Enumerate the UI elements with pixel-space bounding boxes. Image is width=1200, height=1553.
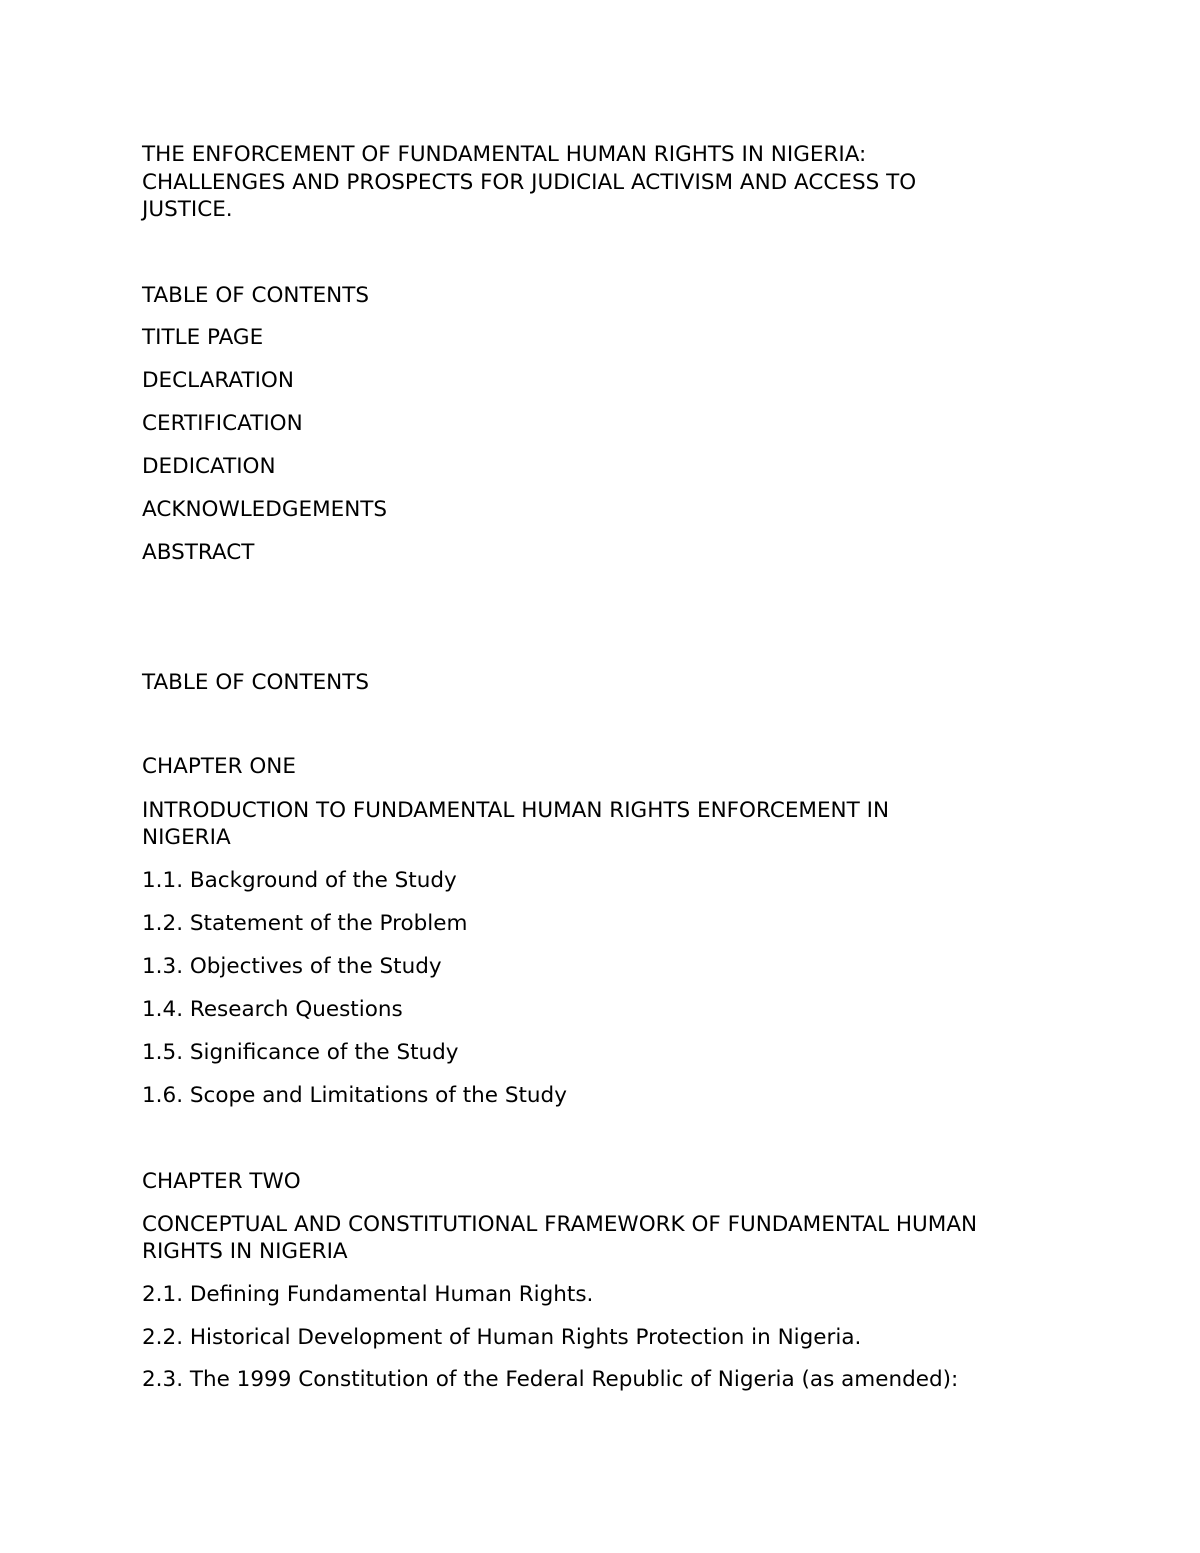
chapter-one-section-6: 1.6. Scope and Limitations of the Study: [142, 1083, 567, 1108]
chapter-two-section-2: 2.2. Historical Development of Human Rights Protection in Nigeria.: [142, 1325, 862, 1350]
chapter-one-section-1: 1.1. Background of the Study: [142, 868, 457, 893]
preliminary-item-abstract: ABSTRACT: [142, 540, 255, 565]
chapter-one-section-4: 1.4. Research Questions: [142, 997, 403, 1022]
chapter-one-section-3: 1.3. Objectives of the Study: [142, 954, 442, 979]
preliminary-item-dedication: DEDICATION: [142, 454, 276, 479]
chapter-two-label: CHAPTER TWO: [142, 1169, 301, 1194]
preliminary-item-acknowledgements: ACKNOWLEDGEMENTS: [142, 497, 388, 522]
chapter-one-title-line-1: INTRODUCTION TO FUNDAMENTAL HUMAN RIGHTS ENFORCEMENT IN: [142, 798, 890, 823]
chapter-one-label: CHAPTER ONE: [142, 754, 296, 779]
chapter-two-title-line-1: CONCEPTUAL AND CONSTITUTIONAL FRAMEWORK OF FUNDAMENTAL HUMAN: [142, 1212, 978, 1237]
chapter-two-section-1: 2.1. Defining Fundamental Human Rights.: [142, 1282, 594, 1307]
document-title-line-3: JUSTICE.: [142, 197, 233, 222]
preliminary-item-declaration: DECLARATION: [142, 368, 294, 393]
document-title-line-2: CHALLENGES AND PROSPECTS FOR JUDICIAL ACTIVISM AND ACCESS TO: [142, 170, 917, 195]
contents-heading: TABLE OF CONTENTS: [142, 670, 370, 695]
chapter-two-title-line-2: RIGHTS IN NIGERIA: [142, 1239, 348, 1264]
preliminary-item-certification: CERTIFICATION: [142, 411, 303, 436]
preliminary-item-title-page: TITLE PAGE: [142, 325, 264, 350]
chapter-one-section-5: 1.5. Significance of the Study: [142, 1040, 459, 1065]
chapter-one-title-line-2: NIGERIA: [142, 825, 231, 850]
document-title-line-1: THE ENFORCEMENT OF FUNDAMENTAL HUMAN RIGHTS IN NIGERIA:: [142, 142, 867, 167]
chapter-one-section-2: 1.2. Statement of the Problem: [142, 911, 468, 936]
chapter-two-section-3: 2.3. The 1999 Constitution of the Federal Republic of Nigeria (as amended):: [142, 1367, 959, 1392]
preliminary-contents-heading: TABLE OF CONTENTS: [142, 283, 370, 308]
